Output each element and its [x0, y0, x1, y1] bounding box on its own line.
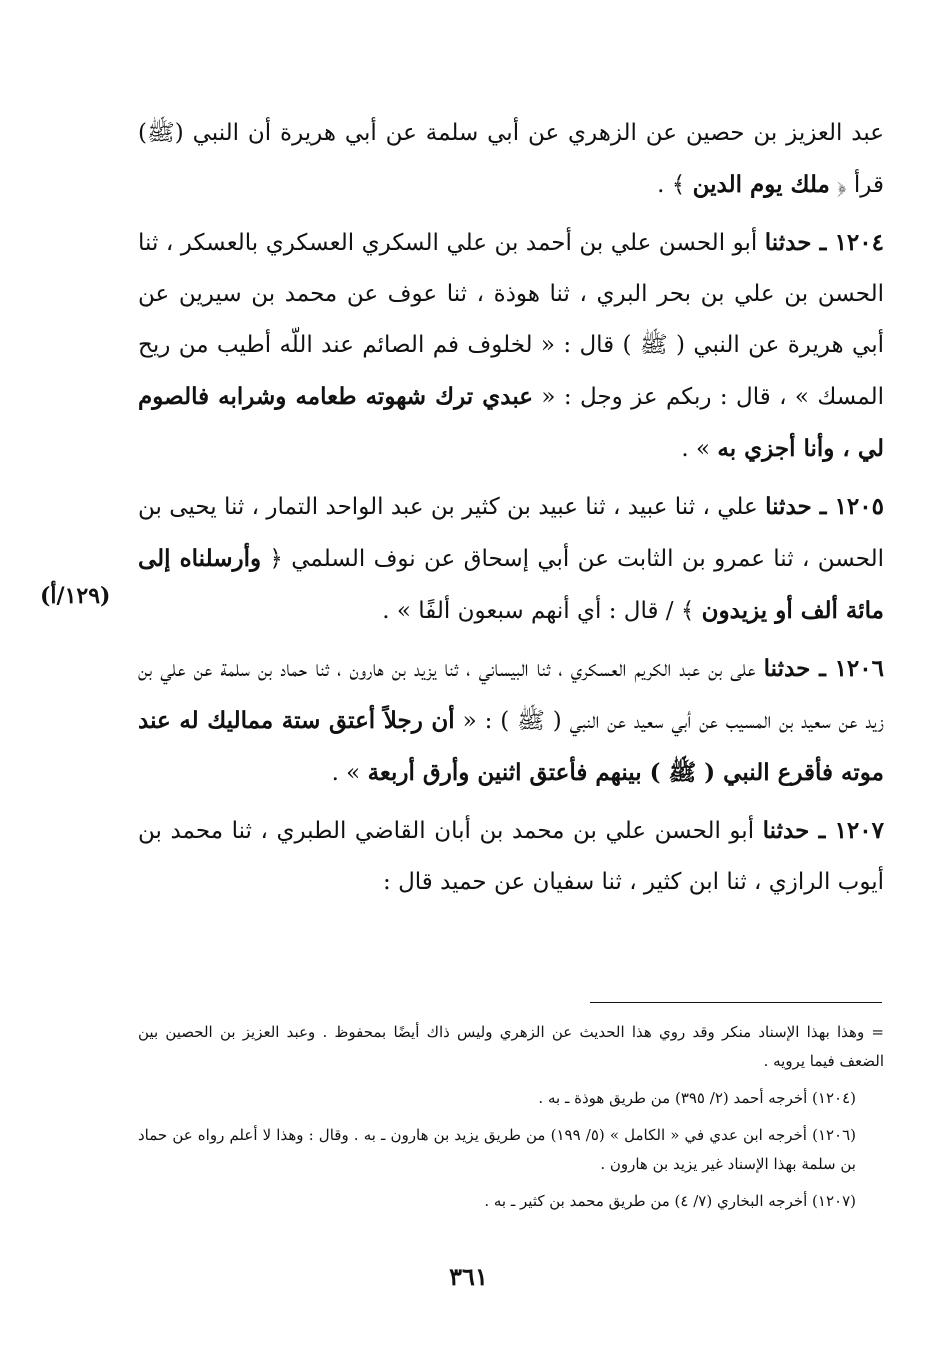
paragraph-text: ﴾ .	[657, 172, 693, 198]
hadith-1207	[138, 805, 884, 908]
separator: ـ	[810, 655, 835, 682]
hadith-text: علي ، ثنا عبيد ، ثنا عبيد بن كثير بن عبد الواحد التمار ، ثنا يحيى بن الحسن ، ثنا عمرو بن الثابت عن أبي إسحاق عن نوف السلمي ﴿	[138, 494, 884, 572]
hadith-1204	[138, 217, 884, 475]
hadith-number: ١٢٠٤	[834, 229, 884, 256]
paragraph-text: عبد العزيز بن حصين عن الزهري عن أبي سلمة عن أبي هريرة أن النبي (ﷺ) قرأ ﴿	[138, 120, 884, 198]
separator: ـ	[809, 817, 835, 844]
footnote-continuation: = وهذا بهذا الإسناد منكر وقد روي هذا الحديث عن الزهري وليس ذاك أيضًا بمحفوظ . وعبد العزيز بن الحصين بين الضعف فيما يرويه .	[138, 1023, 884, 1070]
hadith-number: ١٢٠٦	[834, 655, 884, 682]
hadith-matn: عبدي ترك شهوته طعامه وشرابه فالصوم لي ، وأنا أجزي به	[138, 383, 884, 462]
hadith-text: أبو الحسن علي بن أحمد بن علي السكري العسكري بالعسكر ، ثنا الحسن بن علي بن بحر البري ، ثنا هوذة ، ثنا عوف عن محمد بن سيرين عن أبي هريرة عن النبي ( ﷺ ) قال : « لخلوف فم الصائم عند اللّه أطيب من ريح المسك » ، قال : ربكم عز وجل : «	[138, 230, 884, 410]
hadith-1205	[138, 481, 884, 637]
main-text	[138, 108, 884, 908]
hadith-keyword: حدثنا	[763, 655, 811, 682]
hadith-number: ١٢٠٥	[834, 493, 884, 520]
hadith-keyword: حدثنا	[764, 229, 812, 256]
hadith-text: » .	[331, 760, 368, 786]
footnote-1204: (١٢٠٤) أخرجه أحمد (٢/ ٣٩٥) من طريق هوذة ـ به .	[538, 1089, 856, 1107]
footnote-1207: (١٢٠٧) أخرجه البخاري (٧/ ٤) من طريق محمد بن كثير ـ به .	[484, 1192, 856, 1210]
footnotes	[138, 1018, 884, 1216]
footnote-1206: (١٢٠٦) أخرجه ابن عدي في « الكامل » (٥/ ١٩٩) من طريق يزيد بن هارون ـ به . وقال : وهذا لا أعلم رواه عن حماد بن سلمة بهذا الإسناد غير يزيد بن هارون .	[138, 1126, 857, 1173]
hadith-text: على بن عبد الكريم العسكري ، ثنا البيساني ، ثنا يزيد بن هارون ، ثنا حماد بن سلمة عن علي بن زيد عن سعيد بن المسيب عن أبي سعيد عن النبي ( ﷺ ) : «	[138, 656, 885, 734]
quran-quote: وأرسلناه إلى مائة ألف أو يزيدون	[138, 545, 884, 624]
hadith-text: ﴾ / قال : أي أنهم سبعون ألفًا » .	[382, 598, 702, 624]
manuscript-folio-note: (١٢٩/أ)	[40, 583, 111, 609]
paragraph-continuation	[138, 108, 884, 211]
page-number: ٣٦١	[449, 1262, 488, 1291]
hadith-number: ١٢٠٧	[834, 817, 884, 844]
hadith-text: أبو الحسن علي بن محمد بن أبان القاضي الطبري ، ثنا محمد بن أيوب الرازي ، ثنا ابن كثير ، ثنا سفيان عن حميد قال :	[138, 818, 884, 895]
hadith-text: » .	[681, 436, 718, 462]
quran-quote: ملك يوم الدين	[692, 171, 830, 198]
hadith-1206	[138, 643, 884, 799]
footnote-divider	[590, 1002, 882, 1003]
hadith-matn: أن رجلاً أعتق ستة مماليك له عند موته فأقرع النبي ( ﷺ ) بينهم فأعتق اثنين وأرق أربعة	[138, 707, 884, 786]
separator: ـ	[811, 493, 835, 520]
hadith-keyword: حدثنا	[762, 817, 810, 844]
hadith-keyword: حدثنا	[765, 493, 812, 520]
separator: ـ	[811, 229, 835, 256]
